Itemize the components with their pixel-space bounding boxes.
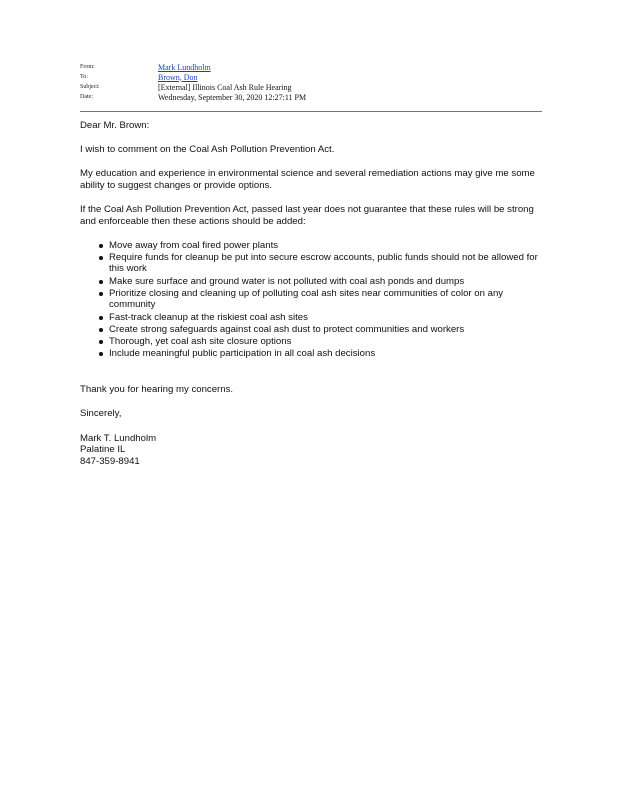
to-recipient-link[interactable]: Brown, Don [158, 72, 198, 82]
bullet-icon [99, 352, 103, 356]
list-item-text: Make sure surface and ground water is not polluted with coal ash ponds and dumps [109, 275, 465, 287]
email-header [80, 62, 542, 102]
closing-line: Sincerely, [80, 408, 122, 420]
list-item [80, 336, 550, 348]
date-label: Date: [80, 94, 93, 100]
bullet-icon [99, 340, 103, 344]
header-divider [80, 111, 542, 112]
list-item-text: Move away from coal fired power plants [109, 239, 279, 251]
from-sender-link[interactable]: Mark Lundholm [158, 62, 211, 72]
bullet-icon [99, 280, 103, 284]
paragraph-request: If the Coal Ash Pollution Prevention Act, passed last year does not guarantee that these rules will be strong and enforceable then these actions should be added: [80, 204, 534, 227]
signature-phone: 847-359-8941 [80, 456, 140, 468]
to-row [80, 72, 542, 82]
list-item-text: Include meaningful public participation in all coal ash decisions [109, 348, 376, 360]
list-item [80, 240, 550, 252]
date-value: Wednesday, September 30, 2020 12:27:11 PM [158, 92, 307, 102]
list-item [80, 252, 550, 275]
bullet-icon [99, 244, 103, 248]
list-item-text: Prioritize closing and cleaning up of polluting coal ash sites near communities of color on any community [109, 287, 504, 311]
bullet-icon [99, 256, 103, 260]
list-item-text: Create strong safeguards against coal ash dust to protect communities and workers [109, 323, 465, 335]
list-item [80, 276, 550, 288]
bullet-icon [99, 292, 103, 296]
action-list [80, 240, 550, 360]
list-item-text: Require funds for cleanup be put into secure escrow accounts, public funds should not be allowed for this work [109, 251, 538, 275]
email-body [80, 120, 550, 468]
list-item [80, 312, 550, 324]
bullet-icon [99, 316, 103, 320]
from-row [80, 62, 542, 72]
subject-row [80, 82, 542, 92]
to-label: To: [80, 74, 88, 80]
signature-city: Palatine IL [80, 444, 126, 456]
date-row [80, 92, 542, 102]
list-item-text: Thorough, yet coal ash site closure options [109, 335, 292, 347]
paragraph-experience: My education and experience in environmental science and several remediation actions may give me some ability to suggest changes or provide options. [80, 168, 535, 191]
list-item [80, 288, 550, 311]
signature-name: Mark T. Lundholm [80, 432, 157, 444]
bullet-icon [99, 328, 103, 332]
paragraph-intro: I wish to comment on the Coal Ash Pollution Prevention Act. [80, 143, 335, 155]
subject-value: [External] Illinois Coal Ash Rule Hearing [158, 82, 292, 92]
thanks-line: Thank you for hearing my concerns. [80, 383, 234, 395]
salutation: Dear Mr. Brown: [80, 120, 150, 131]
list-item [80, 324, 550, 336]
subject-label: Subject: [80, 84, 100, 90]
from-label: From: [80, 64, 95, 70]
list-item-text: Fast-track cleanup at the riskiest coal ash sites [109, 311, 308, 323]
list-item [80, 348, 550, 360]
